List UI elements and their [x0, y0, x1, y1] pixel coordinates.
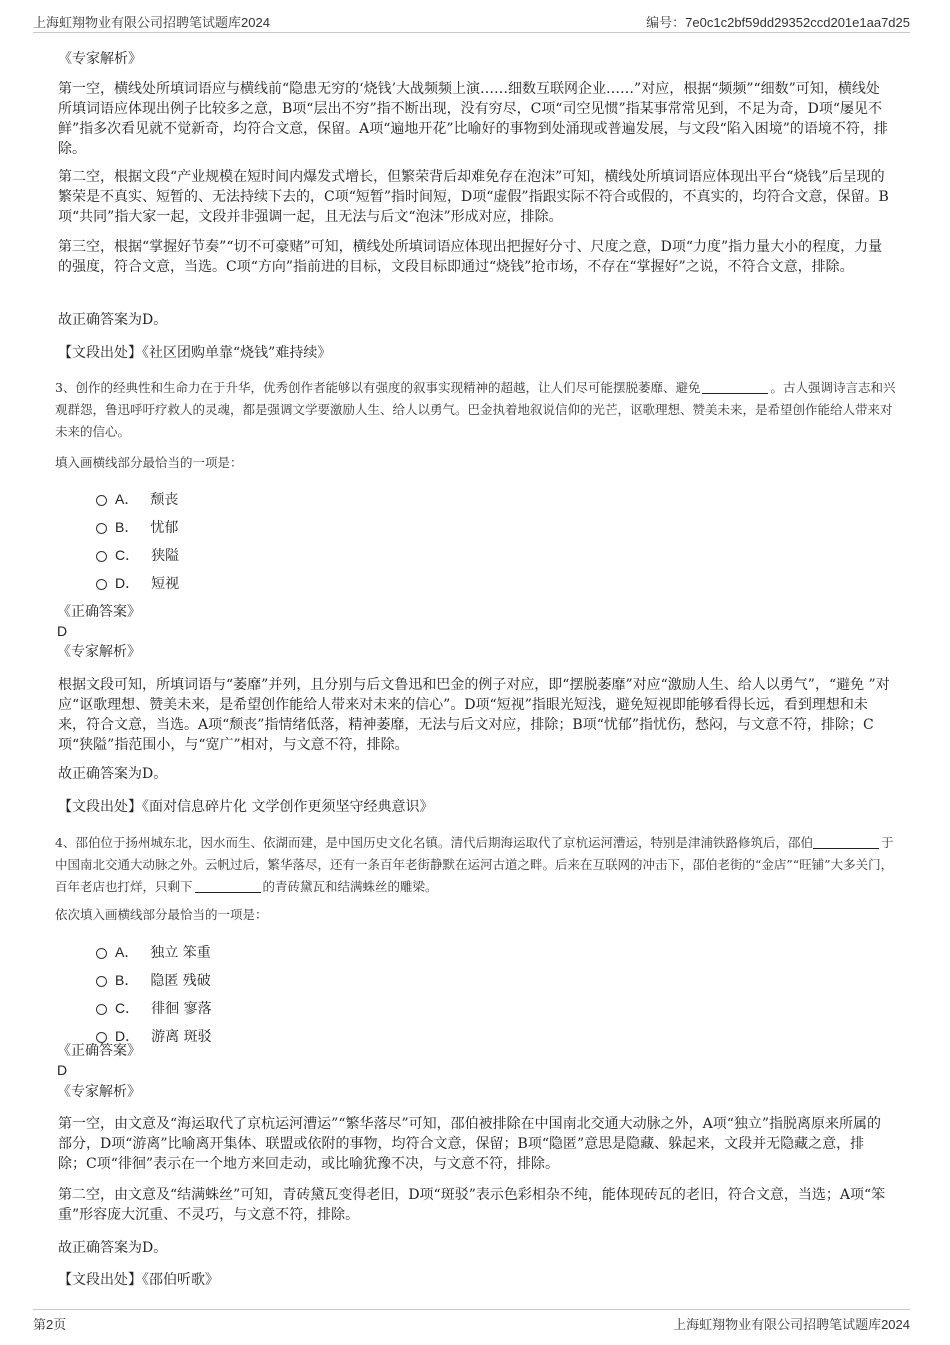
q4-stem-part-b: 于中国南北交通大动脉之外。云帆过后，繁华落尽，还有一条百年老街静默在运河古道之畔。后来在互联网的冲击下，邵伯老街的“金店”“旺铺”大多关门，百年老店也打烊，只剩下 — [55, 835, 894, 894]
q2-analysis-3: 第三空，根据“掌握好节奏”“切不可豪赌”可知，横线处所填词语应体现出把握好分寸、尺度之意，D项“力度”指力量大小的程度，力量的强度，符合文意，当选。C项“方向”指前进的目标，文段目标即通过“烧钱”抢市场，不存在“掌握好”之说，不符合文意，排除。 — [58, 239, 883, 275]
page-header — [33, 12, 910, 32]
header-title: 上海虹翔物业有限公司招聘笔试题库2024 — [33, 15, 270, 30]
q3-expert-label: 《专家解析》 — [57, 644, 141, 660]
q2-expert-label: 《专家解析》 — [58, 51, 142, 67]
radio-icon[interactable] — [96, 1004, 107, 1015]
q2-analysis-2: 第二空，根据文段“产业规模在短时间内爆发式增长，但繁荣背后却难免存在泡沫”可知，横线处所填词语应体现出平台“烧钱”后呈现的繁荣是不真实、短暂的、无法持续下去的，C项“短暂”指时间短，D项“虚假”指跟实际不符合或假的，不真实的，均符合文意，保留。B项“共同”指大家一起，文段并非强调一起，且无法与后文“泡沫”形成对应，排除。 — [58, 169, 889, 225]
q4-option-a[interactable]: A． 独立 笨重 — [96, 942, 211, 963]
q4-stem — [55, 832, 900, 898]
q4-option-b[interactable]: B． 隐匿 残破 — [96, 970, 211, 991]
q3-prompt: 填入画横线部分最恰当的一项是： — [55, 455, 243, 470]
q3-answer-label: 《正确答案》 — [57, 604, 141, 620]
q4-answer-label: 《正确答案》 — [57, 1043, 141, 1059]
q4-source: 【文段出处】《邵伯听歌》 — [58, 1272, 219, 1288]
q4-stem-part-a: 4、邵伯位于扬州城东北，因水而生、依湖而建，是中国历史文化名镇。清代后期海运取代了京杭运河漕运，特别是津浦铁路修筑后，邵伯 — [55, 835, 813, 850]
q4-analysis-2: 第二空，由文意及“结满蛛丝”可知，青砖黛瓦变得老旧，D项“斑驳”表示色彩相杂不纯，能体现砖瓦的老旧，符合文意，当选；A项“笨重”形容庞大沉重、不灵巧，与文意不符，排除。 — [58, 1187, 886, 1223]
q3-option-b[interactable]: B． 忧郁 — [96, 517, 178, 538]
q3-stem — [55, 377, 900, 443]
q4-option-d[interactable]: D． 游离 斑驳 — [96, 1026, 212, 1047]
q2-analysis-1: 第一空，横线处所填词语应与横线前“隐患无穷的‘烧钱’大战频频上演……细数互联网企业……”对应，根据“频频”“细数”可知，横线处所填词语应体现出例子比较多之意，B项“层出不穷”指不断出现，没有穷尽，C项“司空见惯”指某事常常见到，不足为奇，D项“屡见不鲜”指多次看见就不觉新奇，均符合文意，保留。A项“遍地开花”比喻好的事物到处涌现或普遍发展，与文段“陷入困境”的语境不符，排除。 — [58, 81, 888, 157]
q4-expert-label: 《专家解析》 — [57, 1084, 141, 1100]
q2-source: 【文段出处】《社区团购单靠“烧钱”难持续》 — [58, 345, 332, 361]
radio-icon[interactable] — [96, 551, 107, 562]
radio-icon[interactable] — [96, 523, 107, 534]
page-number: 第2页 — [33, 1317, 67, 1332]
q3-option-d[interactable]: D． 短视 — [96, 573, 179, 594]
radio-icon[interactable] — [96, 495, 107, 506]
q3-conclusion: 故正确答案为D。 — [58, 766, 168, 782]
q4-conclusion: 故正确答案为D。 — [58, 1240, 168, 1256]
q3-blank — [702, 380, 768, 394]
q3-answer: D — [57, 623, 68, 639]
q2-conclusion: 故正确答案为D。 — [58, 312, 168, 328]
q4-blank-1 — [813, 835, 879, 849]
radio-icon[interactable] — [96, 579, 107, 590]
q4-analysis-1: 第一空，由文意及“海运取代了京杭运河漕运”“繁华落尽”可知，邵伯被排除在中国南北交通大动脉之外，A项“独立”指脱离原来所属的部分，D项“游离”比喻离开集体、联盟或依附的事物，均符合文意，保留；B项“隐匿”意思是隐藏、躲起来，文段并无隐藏之意，排除；C项“徘徊”表示在一个地方来回走动，或比喻犹豫不决，与文意不符，排除。 — [58, 1116, 882, 1172]
q4-prompt: 依次填入画横线部分最恰当的一项是： — [55, 907, 268, 922]
q4-option-c[interactable]: C． 徘徊 寥落 — [96, 998, 212, 1019]
q4-stem-part-c: 的青砖黛瓦和结满蛛丝的雕梁。 — [262, 879, 438, 894]
q4-answer: D — [57, 1062, 68, 1078]
q3-option-c[interactable]: C． 狭隘 — [96, 545, 179, 566]
footer-divider — [33, 1309, 910, 1310]
header-divider — [33, 32, 910, 33]
q3-option-a[interactable]: A． 颓丧 — [96, 489, 178, 510]
q3-analysis: 根据文段可知，所填词语与“萎靡”并列，且分别与后文鲁迅和巴金的例子对应，即“摆脱萎靡”对应“激励人生、给人以勇气”，“避免 ”对应“讴歌理想、赞美未来，是希望创作能给人带来对未来的信心”。D项“短视”指眼光短浅，避免短视即能够看得长远，看到理想和未来，符合文意，当选。A项“颓丧”指情绪低落，精神萎靡，无法与后文对应，排除；B项“忧郁”指忧伤，愁闷，与文意不符，排除；C项“狭隘”指范围小，与“宽广”相对，与文意不符，排除。 — [58, 677, 890, 753]
q3-source: 【文段出处】《面对信息碎片化 文学创作更须坚守经典意识》 — [58, 799, 434, 815]
footer-title: 上海虹翔物业有限公司招聘笔试题库2024 — [673, 1317, 910, 1332]
q3-stem-part-b: 。古人强调诗言志和兴观群怨，鲁迅呼吁疗救人的灵魂，都是强调文学要激励人生、给人以勇气。巴金执着地叙说信仰的光芒，讴歌理想、赞美未来，是希望创作能给人带来对未来的信心。 — [55, 380, 896, 439]
document-id: 编号：7e0c1c2bf59dd29352ccd201e1aa7d25 — [646, 15, 910, 30]
q4-blank-2 — [195, 879, 261, 893]
radio-icon[interactable] — [96, 976, 107, 987]
radio-icon[interactable] — [96, 948, 107, 959]
q3-stem-part-a: 3、创作的经典性和生命力在于升华，优秀创作者能够以有强度的叙事实现精神的超越，让人们尽可能摆脱萎靡、避免 — [55, 380, 701, 395]
